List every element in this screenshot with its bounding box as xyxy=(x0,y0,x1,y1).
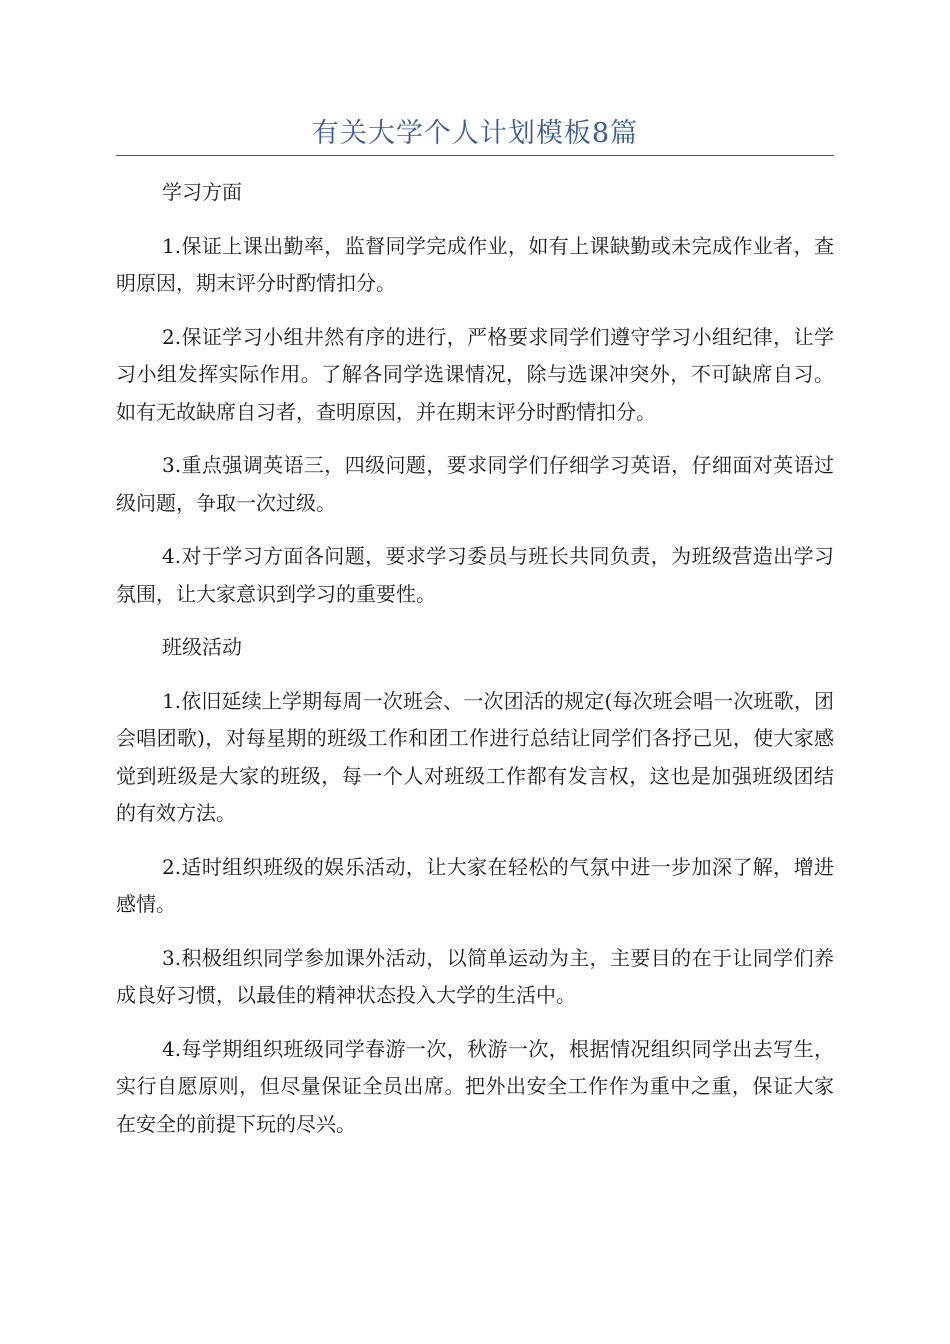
section-heading-class-activities: 班级活动 xyxy=(162,635,242,659)
paragraph: 3.重点强调英语三，四级问题，要求同学们仔细学习英语，仔细面对英语过级问题，争取一次过级。 xyxy=(116,453,834,515)
paragraph: 3.积极组织同学参加课外活动，以简单运动为主，主要目的在于让同学们养成良好习惯，以最佳的精神状态投入大学的生活中。 xyxy=(116,945,834,1007)
paragraph: 2.适时组织班级的娱乐活动，让大家在轻松的气氛中进一步加深了解，增进感情。 xyxy=(116,854,834,916)
section-heading-study: 学习方面 xyxy=(162,180,242,204)
paragraph: 2.保证学习小组井然有序的进行，严格要求同学们遵守学习小组纪律，让学习小组发挥实际作用。了解各同学选课情况，除与选课冲突外，不可缺席自习。如有无故缺席自习者，查明原因，并在期末评分时酌情扣分。 xyxy=(116,324,834,424)
paragraph: 1.保证上课出勤率，监督同学完成作业，如有上课缺勤或未完成作业者，查明原因，期末评分时酌情扣分。 xyxy=(116,233,834,295)
title-underline xyxy=(116,155,834,156)
paragraph: 4.每学期组织班级同学春游一次，秋游一次，根据情况组织同学出去写生，实行自愿原则，但尽量保证全员出席。把外出安全工作作为重中之重，保证大家在安全的前提下玩的尽兴。 xyxy=(116,1036,834,1136)
document-body xyxy=(116,174,834,1159)
document-title: 有关大学个人计划模板8篇 xyxy=(311,118,639,149)
paragraph: 4.对于学习方面各问题，要求学习委员与班长共同负责，为班级营造出学习氛围，让大家意识到学习的重要性。 xyxy=(116,544,834,606)
paragraph: 1.依旧延续上学期每周一次班会、一次团活的规定(每次班会唱一次班歌，团会唱团歌)，对每星期的班级工作和团工作进行总结让同学们各抒己见，使大家感觉到班级是大家的班级，每一个人对班级工作都有发言权，这也是加强班级团结的有效方法。 xyxy=(116,688,834,825)
